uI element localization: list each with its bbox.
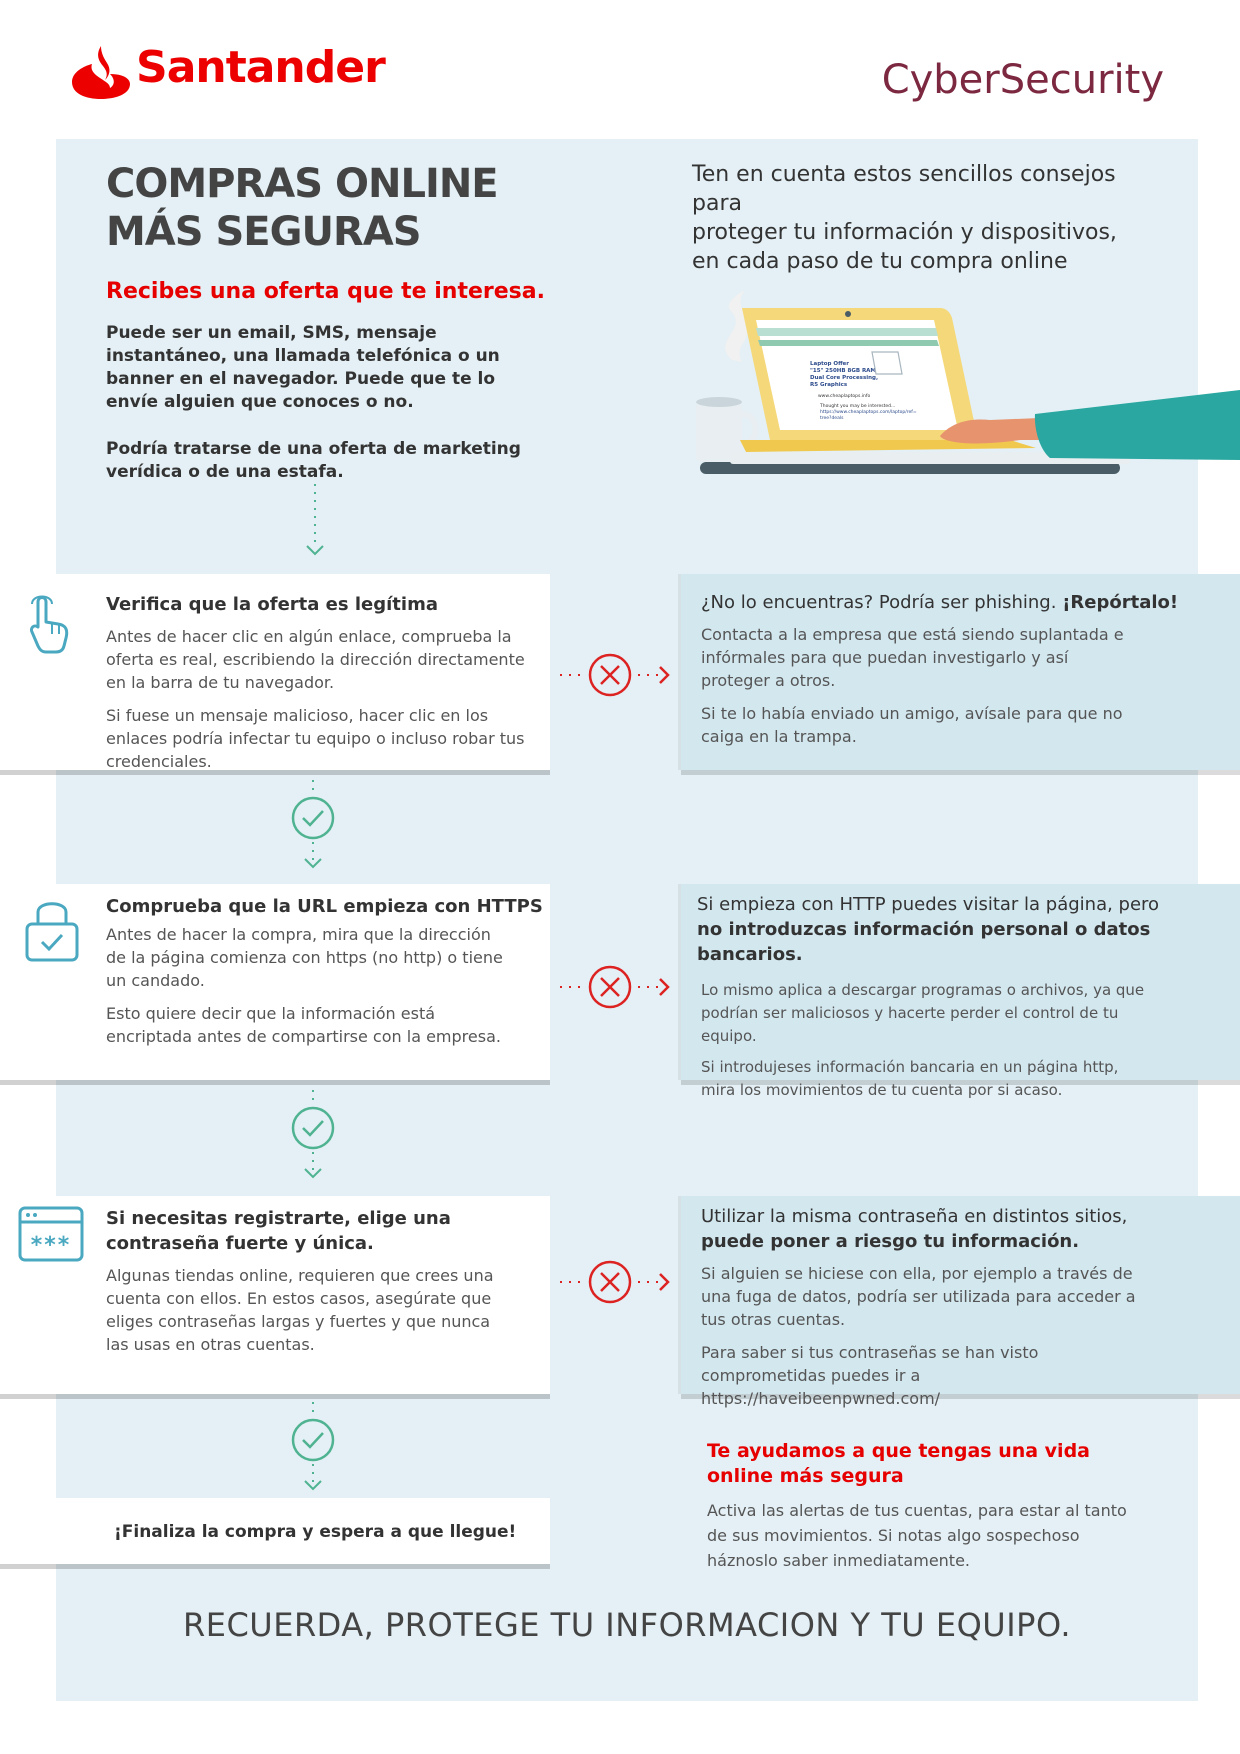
final-step-label: ¡Finaliza la compra y espera a que llegue! <box>114 1522 517 1542</box>
step3-title: Si necesitas registrarte, elige una contraseña fuerte y única. <box>106 1208 451 1254</box>
step1-warning-title-text: ¿No lo encuentras? Podría ser phishing. <box>701 592 1057 613</box>
laptop-screen-line1: Laptop Offer <box>810 361 849 367</box>
laptop-screen-line6: Thought you may be interested... <box>820 404 896 409</box>
step2-paragraph-2: Esto quiere decir que la información está encriptada antes de compartirse con la empresa. <box>106 1004 501 1046</box>
santander-flame-icon <box>70 44 132 100</box>
password-window-icon <box>18 1206 84 1262</box>
step1-title: Verifica que la oferta es legítima <box>106 594 438 615</box>
step1-card <box>0 574 550 770</box>
step2-title: Comprueba que la URL empieza con HTTPS <box>106 896 543 917</box>
step2-warning-card <box>681 884 1240 1099</box>
main-title-line2: MÁS SEGURAS <box>106 209 421 255</box>
check-3-icon <box>288 1402 338 1494</box>
check-1-icon <box>288 780 338 872</box>
step1-warning-paragraph-1: Contacta a la empresa que está siendo suplantada e infórmales para que puedan investigarlo y así proteger a otros. <box>701 625 1124 690</box>
offer-paragraph-2: Podría tratarse de una oferta de marketing verídica o de una estafa. <box>106 439 521 482</box>
step3-warning-title-text: Utilizar la misma contraseña en distintos sitios, <box>701 1206 1128 1227</box>
password-mask: *** <box>30 1233 72 1258</box>
step3-warning-title-strong: puede poner a riesgo tu información. <box>701 1231 1080 1252</box>
step3-x-mark-icon <box>558 1259 674 1305</box>
offer-subtitle: Recibes una oferta que te interesa. <box>106 279 545 304</box>
step1-paragraph-1: Antes de hacer clic en algún enlace, comprueba la oferta es real, escribiendo la dirección directamente en la barra de tu navegador. <box>106 627 525 692</box>
step2-warning-paragraph-1: Lo mismo aplica a descargar programas o archivos, ya que podrían ser maliciosos y hacerte perder el control de tu equipo. <box>701 981 1145 1045</box>
step2-warning-title <box>697 892 1224 967</box>
step3-warning-title <box>701 1204 1220 1254</box>
step1-warning-card <box>681 574 1240 770</box>
footer-reminder: RECUERDA, PROTEGE TU INFORMACION Y TU EQUIPO. <box>183 1606 1071 1644</box>
intro-tips-text <box>692 160 1162 276</box>
laptop-screen-line3: Dual Core Processing, <box>810 375 879 381</box>
final-step-card <box>0 1498 550 1564</box>
padlock-icon <box>24 896 80 962</box>
step2-warning-title-text: Si empieza con HTTP puedes visitar la página, pero <box>697 894 1160 915</box>
step1-warning-paragraph-2: Si te lo había enviado un amigo, avísale para que no caiga en la trampa. <box>701 704 1123 746</box>
step2-warning-paragraph-2: Si introdujeses información bancaria en un página http, mira los movimientos de tu cuenta por si acaso. <box>701 1058 1119 1099</box>
step3-warning-card <box>681 1196 1240 1408</box>
step2-card <box>0 884 550 1080</box>
intro-tips-line3: en cada paso de tu compra online <box>692 249 1068 274</box>
step1-paragraph-2: Si fuese un mensaje malicioso, hacer clic en los enlaces podría infectar tu equipo o incluso robar tus credenciales. <box>106 706 525 771</box>
main-title-line1: COMPRAS ONLINE <box>106 161 498 207</box>
step2-paragraph-1: Antes de hacer la compra, mira que la dirección de la página comienza con https (no http) o tiene un candado. <box>106 925 503 990</box>
step2-warning-title-strong: no introduzcas información personal o datos bancarios. <box>697 919 1151 965</box>
step3-warning-paragraph-2: Para saber si tus contraseñas se han visto comprometidas puedes ir a https://haveibeenpwned.com/ <box>701 1343 1039 1408</box>
intro-tips-line2: proteger tu información y dispositivos, <box>692 220 1117 245</box>
check-2-icon <box>288 1090 338 1182</box>
help-body: Activa las alertas de tus cuentas, para estar al tanto de sus movimientos. Si notas algo sospechoso háznoslo saber inmediatamente. <box>707 1501 1127 1570</box>
cybersecurity-title: CyberSecurity <box>881 57 1164 103</box>
step3-paragraph-1: Algunas tiendas online, requieren que crees una cuenta con ellos. En estos casos, asegúrate que eliges contraseñas largas y fuertes y que nunca las usas en otras cuentas. <box>106 1266 494 1354</box>
laptop-screen-line4: R5 Graphics <box>810 382 848 388</box>
help-title: Te ayudamos a que tengas una vida online más segura <box>707 1440 1090 1487</box>
santander-logo-text: Santander <box>136 42 385 93</box>
laptop-screen-line7: https://www.cheaplaptops.com/laptop/ref= <box>820 410 917 415</box>
offer-paragraph-1: Puede ser un email, SMS, mensaje instantáneo, una llamada telefónica o un banner en el navegador. Puede que te lo envíe alguien que conoces o no. <box>106 323 500 412</box>
step1-x-mark-icon <box>558 652 674 698</box>
laptop-illustration <box>690 290 1240 490</box>
step2-x-mark-icon <box>558 964 674 1010</box>
connector-intro <box>300 484 330 564</box>
laptop-screen-line2: "15" 250HB 8GB RAM <box>810 368 876 374</box>
laptop-screen-line5: www.cheaplaptops.info <box>818 394 871 399</box>
hand-pointer-icon <box>28 592 74 654</box>
main-title <box>106 160 626 256</box>
step1-warning-title <box>701 590 1220 615</box>
laptop-screen-line8: tree?deals <box>820 416 844 421</box>
step3-warning-paragraph-1: Si alguien se hiciese con ella, por ejemplo a través de una fuga de datos, podría ser utilizada para acceder a tus otras cuentas. <box>701 1264 1136 1329</box>
intro-tips-line1: Ten en cuenta estos sencillos consejos para <box>692 162 1116 216</box>
step1-report-label: ¡Repórtalo! <box>1062 592 1179 613</box>
